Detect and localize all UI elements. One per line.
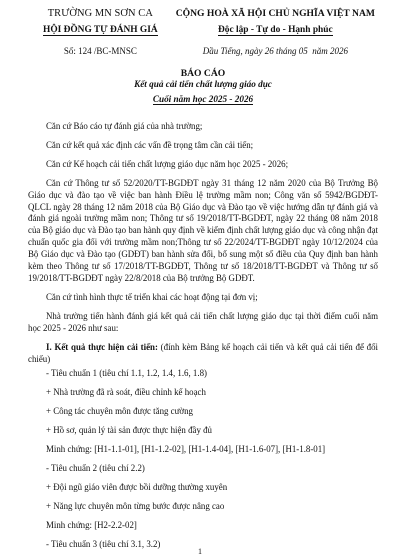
basis-paragraph: Căn cứ Báo cáo tự đánh giá của nhà trường; <box>46 121 203 131</box>
national-motto: Độc lập - Tự do - Hạnh phúc <box>218 25 333 35</box>
date-day: 26 <box>264 46 274 56</box>
list-item: + Nhà trường đã rà soát, điều chỉnh kế hoạch <box>46 387 206 398</box>
legal-basis-paragraph: Căn cứ Thông tư số 52/2020/TT-BGDĐT ngày 31 tháng 12 năm 2020 của Bộ Trưởng Bộ Giáo dục và đào tạo về việc ban hành Điều lệ trường mầm non; Công văn số 5942/BGDĐT- QLCL ngày 28 tháng 12 năm 2018 của Bộ Giáo dục và Đào tạo về việc hướng dẫn tự đánh giá và đánh giá ngoài trường mầm non; Thông tư số 19/2018/TT-BGDĐT, ngày 22 tháng 08 năm 2018 của Bộ giáo dục và Đào tạo ban hành quy định về kiểm định chất lượng giáo dục và công nhận đạt chuẩn quốc gia đối với trường mầm non;Thông tư số 22/2024/TT-BGDĐT ngày 10/12/2024 của Bộ Giáo dục và Đào tạo (GDĐT) ban hành sửa đổi, bổ sung một số điều của Quy định ban hành kèm theo Thông tư số 17/2018/TT-BGDĐT, Thông tư số 18/2018/TT-BGDĐT và Thông tư số 19/2018/TT-BGDĐT ngày 22/8/2018 của Bộ trưởng Bộ GDĐT. <box>28 177 378 283</box>
section-note: (đính kèm Bảng kế hoạch cải tiến và kết quả cải tiến để đối chiếu) <box>28 341 378 364</box>
document-number: Số: 124 /BC-MNSC <box>63 46 137 56</box>
evidence-line: Minh chứng: [H1-1.1-01], [H1-1.2-02], [H1-1.4-04], [H1-1.6-07], [H1-1.8-01] <box>46 444 326 455</box>
report-title <box>28 68 378 107</box>
section-heading <box>28 342 378 366</box>
standard-2: - Tiêu chuẩn 2 (tiêu chí 2.2) <box>46 462 145 473</box>
evidence-line: Minh chứng: [H2-2.2-02] <box>46 519 137 530</box>
document-meta <box>28 46 378 56</box>
country-name: CỘNG HOÀ XÃ HỘI CHỦ NGHĨA VIỆT NAM <box>175 8 375 19</box>
intro-paragraph: Nhà trường tiến hành đánh giá kết quả cải tiến chất lượng giáo dục tại thời điểm cuối năm học 2025 - 2026 như sau: <box>28 310 378 333</box>
school-name: TRƯỜNG MN SƠN CA <box>47 8 153 19</box>
date-month: tháng 05 <box>275 46 308 56</box>
title-line-3: Cuối năm học 2025 - 2026 <box>152 94 254 104</box>
page-number: 1 <box>198 547 202 556</box>
list-item: + Hồ sơ, quản lý tài sản được thực hiện đầy đủ <box>46 425 212 436</box>
date-year: năm 2026 <box>312 46 348 56</box>
list-item: + Năng lực chuyên môn từng bước được nâng cao <box>46 500 225 511</box>
section-title: I. Kết quả thực hiện cải tiến: <box>46 341 158 352</box>
report-body <box>28 121 378 550</box>
document-date <box>173 46 378 56</box>
list-item: + Công tác chuyên môn được tăng cường <box>46 406 193 417</box>
title-line-2: Kết quả cải tiến chất lượng giáo dục <box>134 79 272 89</box>
basis-paragraph: Căn cứ Kế hoạch cải tiến chất lượng giáo dục năm học 2025 - 2026; <box>46 158 289 169</box>
standard-1: - Tiêu chuẩn 1 (tiêu chí 1.1, 1.2, 1.4, 1.6, 1.8) <box>46 368 207 379</box>
list-item: + Đội ngũ giáo viên được bồi dưỡng thường xuyên <box>46 481 228 492</box>
date-prefix: Dầu Tiếng, ngày <box>202 46 263 56</box>
issuer-block <box>28 8 173 37</box>
title-line-1: BÁO CÁO <box>180 68 226 79</box>
document-header <box>28 8 378 37</box>
national-motto-block <box>173 8 378 37</box>
basis-paragraph: Căn cứ kết quả xác định các vấn đề trọng tâm cần cải tiến; <box>46 139 254 150</box>
council-name: HỘI ĐỒNG TỰ ĐÁNH GIÁ <box>43 25 158 35</box>
basis-paragraph: Căn cứ tình hình thực tế triển khai các hoạt động tại đơn vị; <box>46 291 258 302</box>
standard-3: - Tiêu chuẩn 3 (tiêu chí 3.1, 3.2) <box>46 538 161 549</box>
